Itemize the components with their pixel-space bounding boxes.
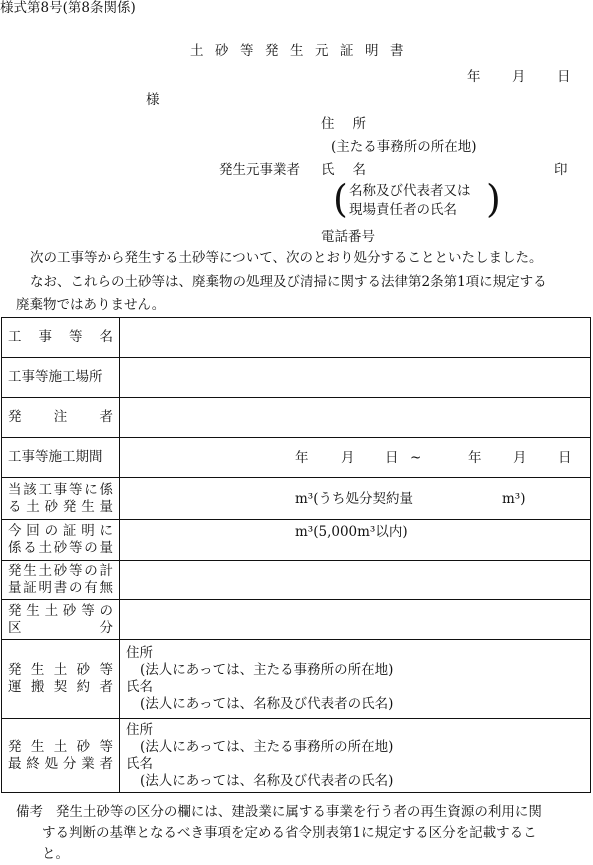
transporter-address-note: (法人にあっては、主たる事務所の所在地) <box>140 662 394 678</box>
date-year: 年 <box>467 69 481 85</box>
remarks <box>16 802 590 865</box>
remarks-line-3: と。 <box>42 846 69 862</box>
row-construction-name <box>2 318 591 358</box>
label-generated-amount-2: る 土 砂 発 生 量 <box>8 498 113 515</box>
label-category-2: 区 分 <box>8 619 113 636</box>
period-end-day: 日 <box>558 450 572 466</box>
period-end-month: 月 <box>513 450 527 466</box>
value-period[interactable] <box>120 438 591 478</box>
label-generated-amount-1: 当 該 工 事 等 に 係 <box>8 481 113 498</box>
row-disposer <box>2 719 591 793</box>
label-cert-amount-2: 係 る 土 砂 等 の 量 <box>8 540 113 556</box>
value-transporter[interactable] <box>120 640 591 719</box>
date-month: 月 <box>512 69 526 85</box>
row-orderer <box>2 398 591 438</box>
period-end-year: 年 <box>468 450 482 466</box>
period-tilde: ~ <box>410 450 422 466</box>
applicant-name-label: 氏名 <box>321 162 384 178</box>
label-construction-name: 工 事 等 名 <box>8 329 113 346</box>
body-line-3: 廃棄物ではありません。 <box>16 297 166 313</box>
disposer-address-note: (法人にあっては、主たる事務所の所在地) <box>140 738 394 755</box>
period-start-day: 日 <box>385 450 399 466</box>
row-transporter <box>2 640 591 719</box>
cert-amount-text: m³(5,000m³以内) <box>295 524 408 540</box>
applicant-address-note: (主たる事務所の所在地) <box>331 139 477 155</box>
label-transporter-2: 運 搬 契 約 者 <box>8 679 113 695</box>
period-start-month: 月 <box>341 450 355 466</box>
value-construction-name[interactable] <box>120 318 591 358</box>
applicant-name-note-2: 現場責任者の氏名 <box>349 202 457 218</box>
body-line-1: 次の工事等から発生する土砂等について、次のとおり処分することといたしました。 <box>30 250 543 266</box>
remarks-label: 備考 <box>16 804 43 820</box>
value-disposer[interactable] <box>120 719 591 793</box>
applicant-role-label: 発生元事業者 <box>219 162 300 178</box>
disposer-name-label: 氏名 <box>126 755 153 772</box>
remarks-line-2: する判断の基準となるべき事項を定める省令別表第1に規定する区分を記載するこ <box>42 825 537 841</box>
period-start-year: 年 <box>295 450 309 466</box>
value-orderer[interactable] <box>120 398 591 438</box>
document-title: 土砂等発生元証明書 <box>190 43 415 59</box>
label-disposer-2: 最 終 処 分 業 者 <box>8 755 113 772</box>
label-transporter-1: 発 生 土 砂 等 <box>8 662 113 679</box>
applicant-phone-label: 電話番号 <box>321 229 375 245</box>
label-measure-cert-1: 発 生 土 砂 等 の 計 <box>8 563 113 580</box>
seal-mark: 印 <box>554 162 568 178</box>
value-generated-amount[interactable] <box>120 478 591 520</box>
label-period: 工事等施工期間 <box>2 438 120 478</box>
left-bracket-icon: ( <box>333 177 348 221</box>
generated-amount-unit: m³) <box>502 491 526 507</box>
label-cert-amount-1: 今 回 の 証 明 に <box>8 523 113 540</box>
row-generated-amount <box>2 478 591 520</box>
applicant-name-note-1: 名称及び代表者又は <box>349 183 471 199</box>
value-cert-amount[interactable] <box>120 520 591 561</box>
value-category[interactable] <box>120 600 591 640</box>
value-measure-cert[interactable] <box>120 561 591 600</box>
label-construction-site: 工事等施工場所 <box>2 358 120 398</box>
form-number: 様式第8号(第8条関係) <box>0 0 136 16</box>
label-measure-cert-2: 量 証 明 書 の 有 無 <box>8 580 113 596</box>
addressee-suffix: 様 <box>146 92 160 108</box>
value-construction-site[interactable] <box>120 358 591 398</box>
row-construction-site <box>2 358 591 398</box>
certificate-table <box>1 317 591 793</box>
remarks-line-1: 発生土砂等の区分の欄には、建設業に属する事業を行う者の再生資源の利用に関 <box>55 804 542 820</box>
disposer-address-label: 住所 <box>126 721 153 738</box>
applicant-address-label: 住所 <box>321 116 384 132</box>
body-line-2: なお、これらの土砂等は、廃棄物の処理及び清掃に関する法律第2条第1項に規定する <box>30 274 547 290</box>
right-bracket-icon: ) <box>486 177 501 221</box>
label-orderer: 発 注 者 <box>8 409 113 426</box>
transporter-name-note: (法人にあっては、名称及び代表者の氏名) <box>140 696 394 712</box>
generated-amount-text: m³(うち処分契約量 <box>295 491 413 507</box>
label-category-1: 発 生 土 砂 等 の <box>8 602 113 619</box>
row-category <box>2 600 591 640</box>
disposer-name-note: (法人にあっては、名称及び代表者の氏名) <box>140 772 394 789</box>
row-cert-amount <box>2 520 591 561</box>
transporter-address-label: 住所 <box>126 645 153 661</box>
transporter-name-label: 氏名 <box>126 679 153 695</box>
row-period <box>2 438 591 478</box>
label-disposer-1: 発 生 土 砂 等 <box>8 738 113 755</box>
date-day: 日 <box>557 69 571 85</box>
row-measure-cert <box>2 561 591 600</box>
